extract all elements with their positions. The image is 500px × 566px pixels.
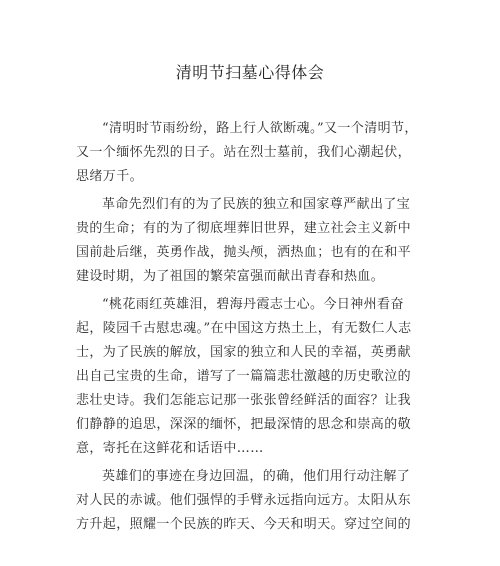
paragraph-2 bbox=[76, 193, 436, 289]
paragraph-line: 出自己宝贵的生命，谱写了一篇篇悲壮激越的历史歌泣的 bbox=[76, 369, 412, 384]
paragraph-line: 意，寄托在这鲜花和话语中…… bbox=[76, 441, 264, 456]
paragraph-line: 思绪万千。 bbox=[76, 169, 144, 184]
paragraph-line: 起，陵园千古慰忠魂。”在中国这方热土上，有无数仁人志 bbox=[76, 321, 412, 336]
paragraph-line: 们静静的追思，深深的缅怀，把最深情的思念和崇高的敬 bbox=[76, 417, 412, 432]
paragraph-4 bbox=[76, 465, 436, 537]
paragraph-line: 士，为了民族的解放，国家的独立和人民的幸福，英勇献 bbox=[76, 345, 412, 360]
paragraph-line: 又一个缅怀先烈的日子。站在烈士墓前，我们心潮起伏， bbox=[76, 145, 412, 160]
paragraph-line: 英雄们的事迹在身边回温，的确，他们用行动注解了 bbox=[102, 469, 411, 484]
paragraph-line: 方升起，照耀一个民族的昨天、今天和明天。穿过空间的 bbox=[76, 517, 412, 532]
document-body bbox=[76, 117, 436, 537]
paragraph-line: 建设时期，为了祖国的繁荣富强而献出青春和热血。 bbox=[76, 269, 385, 284]
paragraph-line: 国前赴后继，英勇作战，抛头颅，洒热血；也有的在和平 bbox=[76, 245, 412, 260]
paragraph-line: 对人民的赤诚。他们强悍的手臂永远指向远方。太阳从东 bbox=[76, 493, 412, 508]
paragraph-3 bbox=[76, 293, 436, 461]
paragraph-line: 革命先烈们有的为了民族的独立和国家尊严献出了宝 bbox=[102, 197, 411, 212]
paragraph-line: 悲壮史诗。我们怎能忘记那一张张曾经鲜活的面容？让我 bbox=[76, 393, 412, 408]
document-title: 清明节扫墓心得体会 bbox=[175, 63, 325, 82]
paragraph-line: “清明时节雨纷纷，路上行人欲断魂。”又一个清明节， bbox=[102, 121, 418, 136]
paragraph-1 bbox=[76, 117, 436, 189]
paragraph-line: 贵的生命；有的为了彻底埋葬旧世界，建立社会主义新中 bbox=[76, 221, 412, 236]
paragraph-line: “桃花雨红英雄泪，碧海丹霞志士心。今日神州看奋 bbox=[102, 297, 404, 312]
